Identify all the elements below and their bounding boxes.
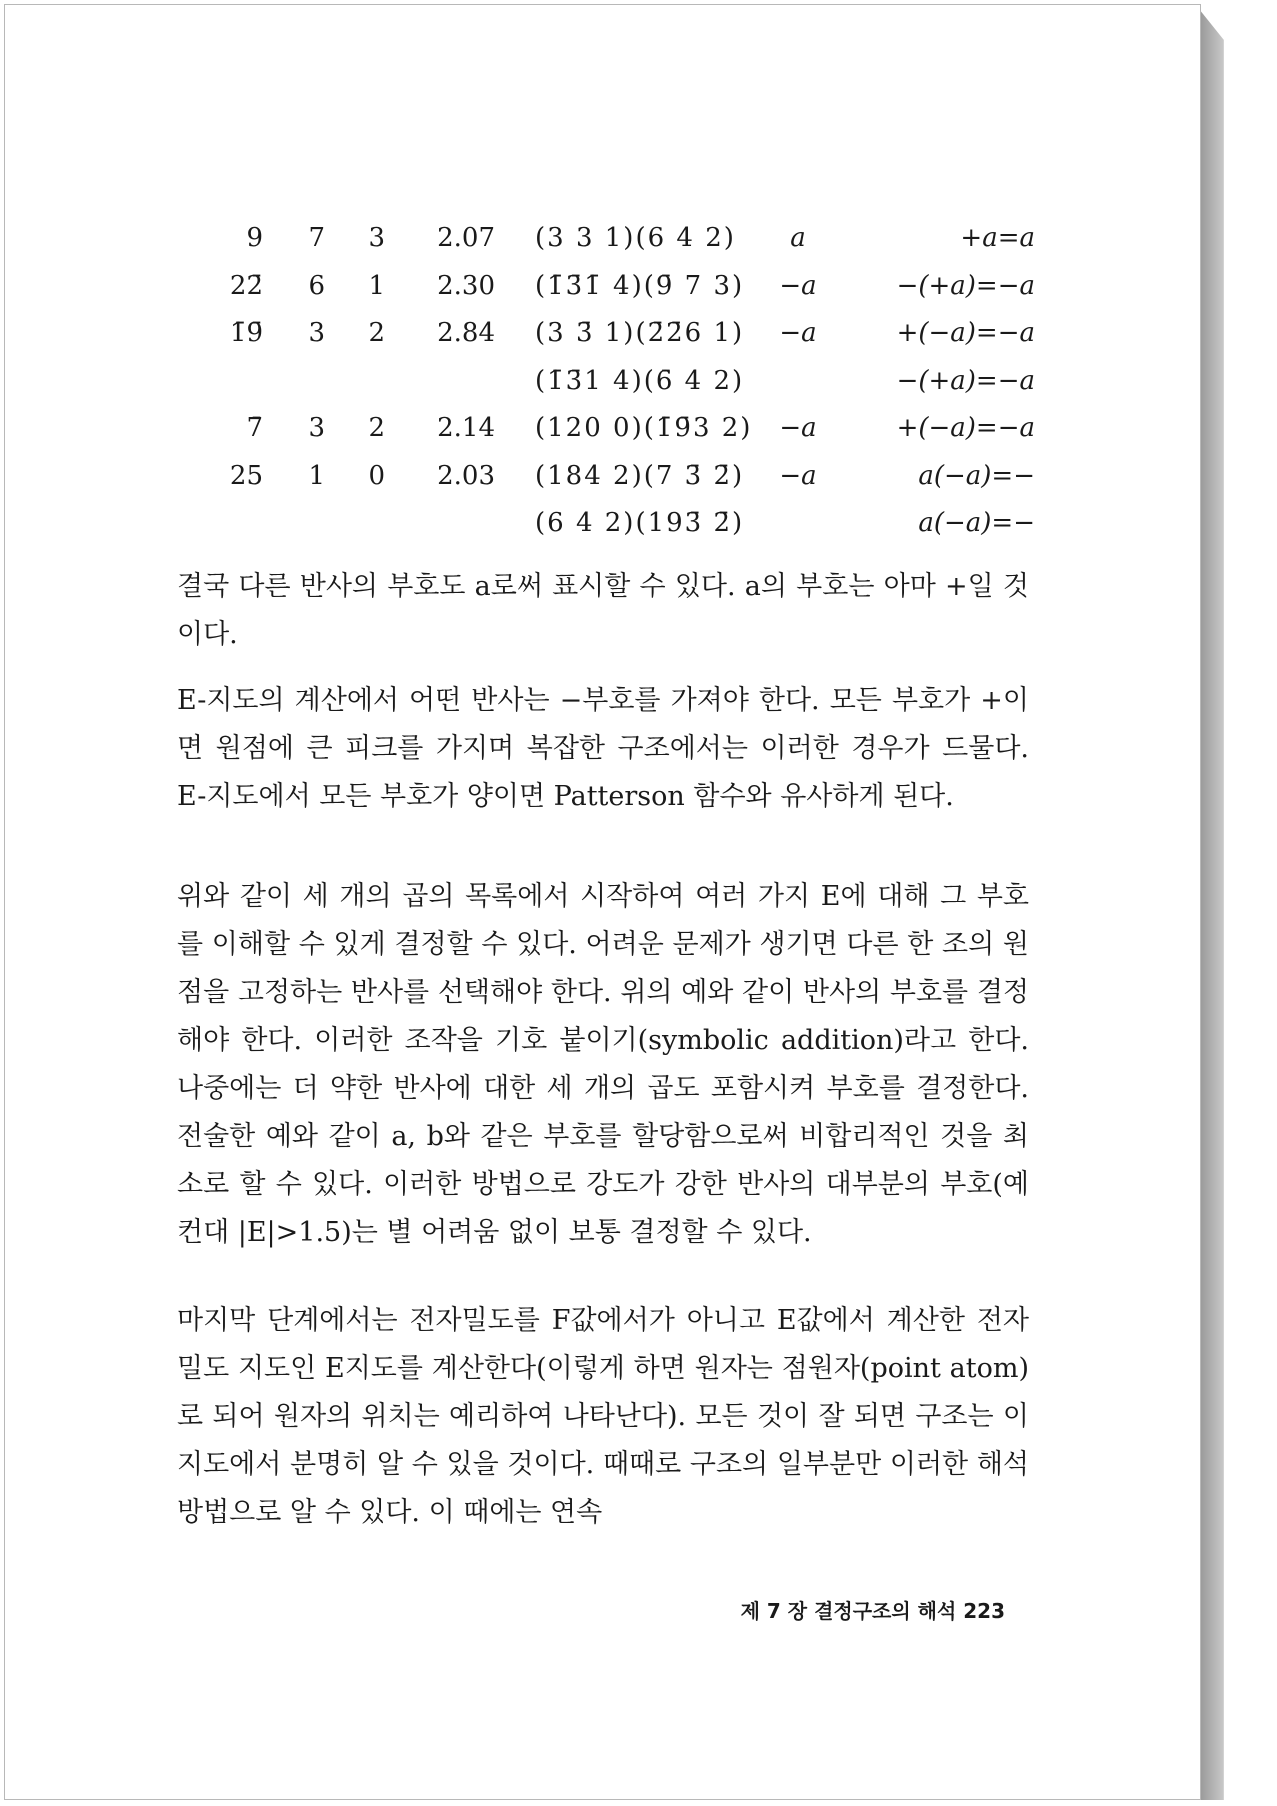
k-index (263, 500, 325, 548)
h-index: 22̄ (229, 270, 263, 301)
table-row (205, 453, 1035, 501)
body-paragraph: E-지도의 계산에서 어떤 반사는 −부호를 가져야 한다. 모든 부호가 +이면 원점에 큰 피크를 가지며 복잡한 구조에서는 이러한 경우가 드물다. E-지도에서 모든 부호가 양이면 Patterson 함수와 유사하게 된다. (177, 685, 1029, 812)
table-row (205, 358, 1035, 406)
h-index (205, 500, 263, 548)
l-index: 1 (368, 270, 385, 301)
k-index: 7 (308, 223, 325, 253)
body-paragraph: 위와 같이 세 개의 곱의 목록에서 시작하여 여러 가지 E에 대해 그 부호를 이해할 수 있게 결정할 수 있다. 어려운 문제가 생기면 다른 한 조의 원점을 고정하는 반사를 선택해야 한다. 위의 예와 같이 반사의 부호를 결정해야 한다. 이러한 조작을 기호 붙이기(symbolic addition)라고 한다. 나중에는 더 약한 반사에 대한 세 개의 곱도 포함시켜 부호를 결정한다. 전술한 예와 같이 a, b와 같은 부호를 할당함으로써 비합리적인 것을 최소로 할 수 있다. 이러한 방법으로 강도가 강한 반사의 대부분의 부호(예컨대 |E|>1.5)는 별 어려움 없이 보통 결정할 수 있다. (177, 881, 1029, 1248)
sign-symbol: −a (779, 413, 817, 443)
sign-result: +(−a)=−a (896, 413, 1035, 443)
sign-result: −(+a)=−a (896, 270, 1035, 301)
page-number: 223 (963, 1599, 1005, 1623)
index-product: (3 3̄ 1)(2̄2̄6 1) (535, 318, 745, 348)
h-index: 1̄9̄ (229, 318, 263, 348)
e-value: 2.03 (437, 460, 495, 491)
k-index (263, 358, 325, 406)
sign-symbol (763, 500, 833, 548)
l-index: 2 (368, 318, 385, 348)
table-row (205, 263, 1035, 311)
k-index: 6 (308, 270, 325, 301)
index-product: (1̄3̄1 4)(6̄ 4 2) (535, 365, 745, 396)
index-product: (6 4 2)(193̄ 2̄) (535, 508, 745, 538)
book-page (4, 4, 1201, 1800)
h-index: 9 (246, 223, 263, 253)
table-row (205, 215, 1035, 263)
reflection-sign-table (205, 215, 1035, 548)
sign-result: +a=a (960, 223, 1035, 253)
index-product: (184 2)(7 3̄ 2̄) (535, 460, 745, 491)
sign-symbol (763, 358, 833, 406)
h-index: 25 (229, 460, 263, 491)
chapter-label: 제 7 장 (740, 1599, 808, 1623)
l-index: 2 (368, 413, 385, 443)
sign-symbol: −a (779, 318, 817, 348)
table-row (205, 500, 1035, 548)
index-product: (1̄3̄1̄ 4)(9̄ 7 3) (535, 270, 745, 301)
l-index (325, 500, 385, 548)
sign-symbol: a (790, 223, 806, 253)
index-product: (3 3 1)(6 4 2) (535, 223, 736, 253)
h-index: 7̄ (246, 413, 263, 443)
sign-symbol: −a (779, 460, 817, 491)
table-row (205, 405, 1035, 453)
chapter-title: 결정구조의 해석 (814, 1599, 957, 1623)
h-index (205, 358, 263, 406)
sign-result: a(−a)=− (918, 460, 1035, 491)
l-index (325, 358, 385, 406)
k-index: 1 (308, 460, 325, 491)
e-value: 2.30 (437, 270, 495, 301)
sign-result: a(−a)=− (918, 508, 1035, 538)
e-value: 2.84 (437, 318, 495, 348)
sign-symbol: −a (779, 270, 817, 301)
table-row (205, 310, 1035, 358)
e-value (385, 500, 495, 548)
l-index: 3 (368, 223, 385, 253)
e-value (385, 358, 495, 406)
body-paragraph: 결국 다른 반사의 부호도 a로써 표시할 수 있다. a의 부호는 아마 +일 것이다. (177, 571, 1029, 650)
sign-result: −(+a)=−a (896, 365, 1035, 396)
index-product: (120 0)(1̄9̄3 2) (535, 413, 753, 443)
l-index: 0 (368, 460, 385, 491)
sign-result: +(−a)=−a (896, 318, 1035, 348)
page-edge-shadow (1195, 4, 1243, 1800)
e-value: 2.07 (437, 223, 495, 253)
e-value: 2.14 (437, 413, 495, 443)
k-index: 3 (308, 413, 325, 443)
body-paragraph: 마지막 단계에서는 전자밀도를 F값에서가 아니고 E값에서 계산한 전자밀도 지도인 E지도를 계산한다(이렇게 하면 원자는 점원자(point atom)로 되어 원자의 위치는 예리하여 나타난다). 모든 것이 잘 되면 구조는 이 지도에서 분명히 알 수 있을 것이다. 때때로 구조의 일부분만 이러한 해석 방법으로 알 수 있다. 이 때에는 연속 (177, 1305, 1029, 1528)
running-footer (665, 1595, 1005, 1624)
k-index: 3 (308, 318, 325, 348)
